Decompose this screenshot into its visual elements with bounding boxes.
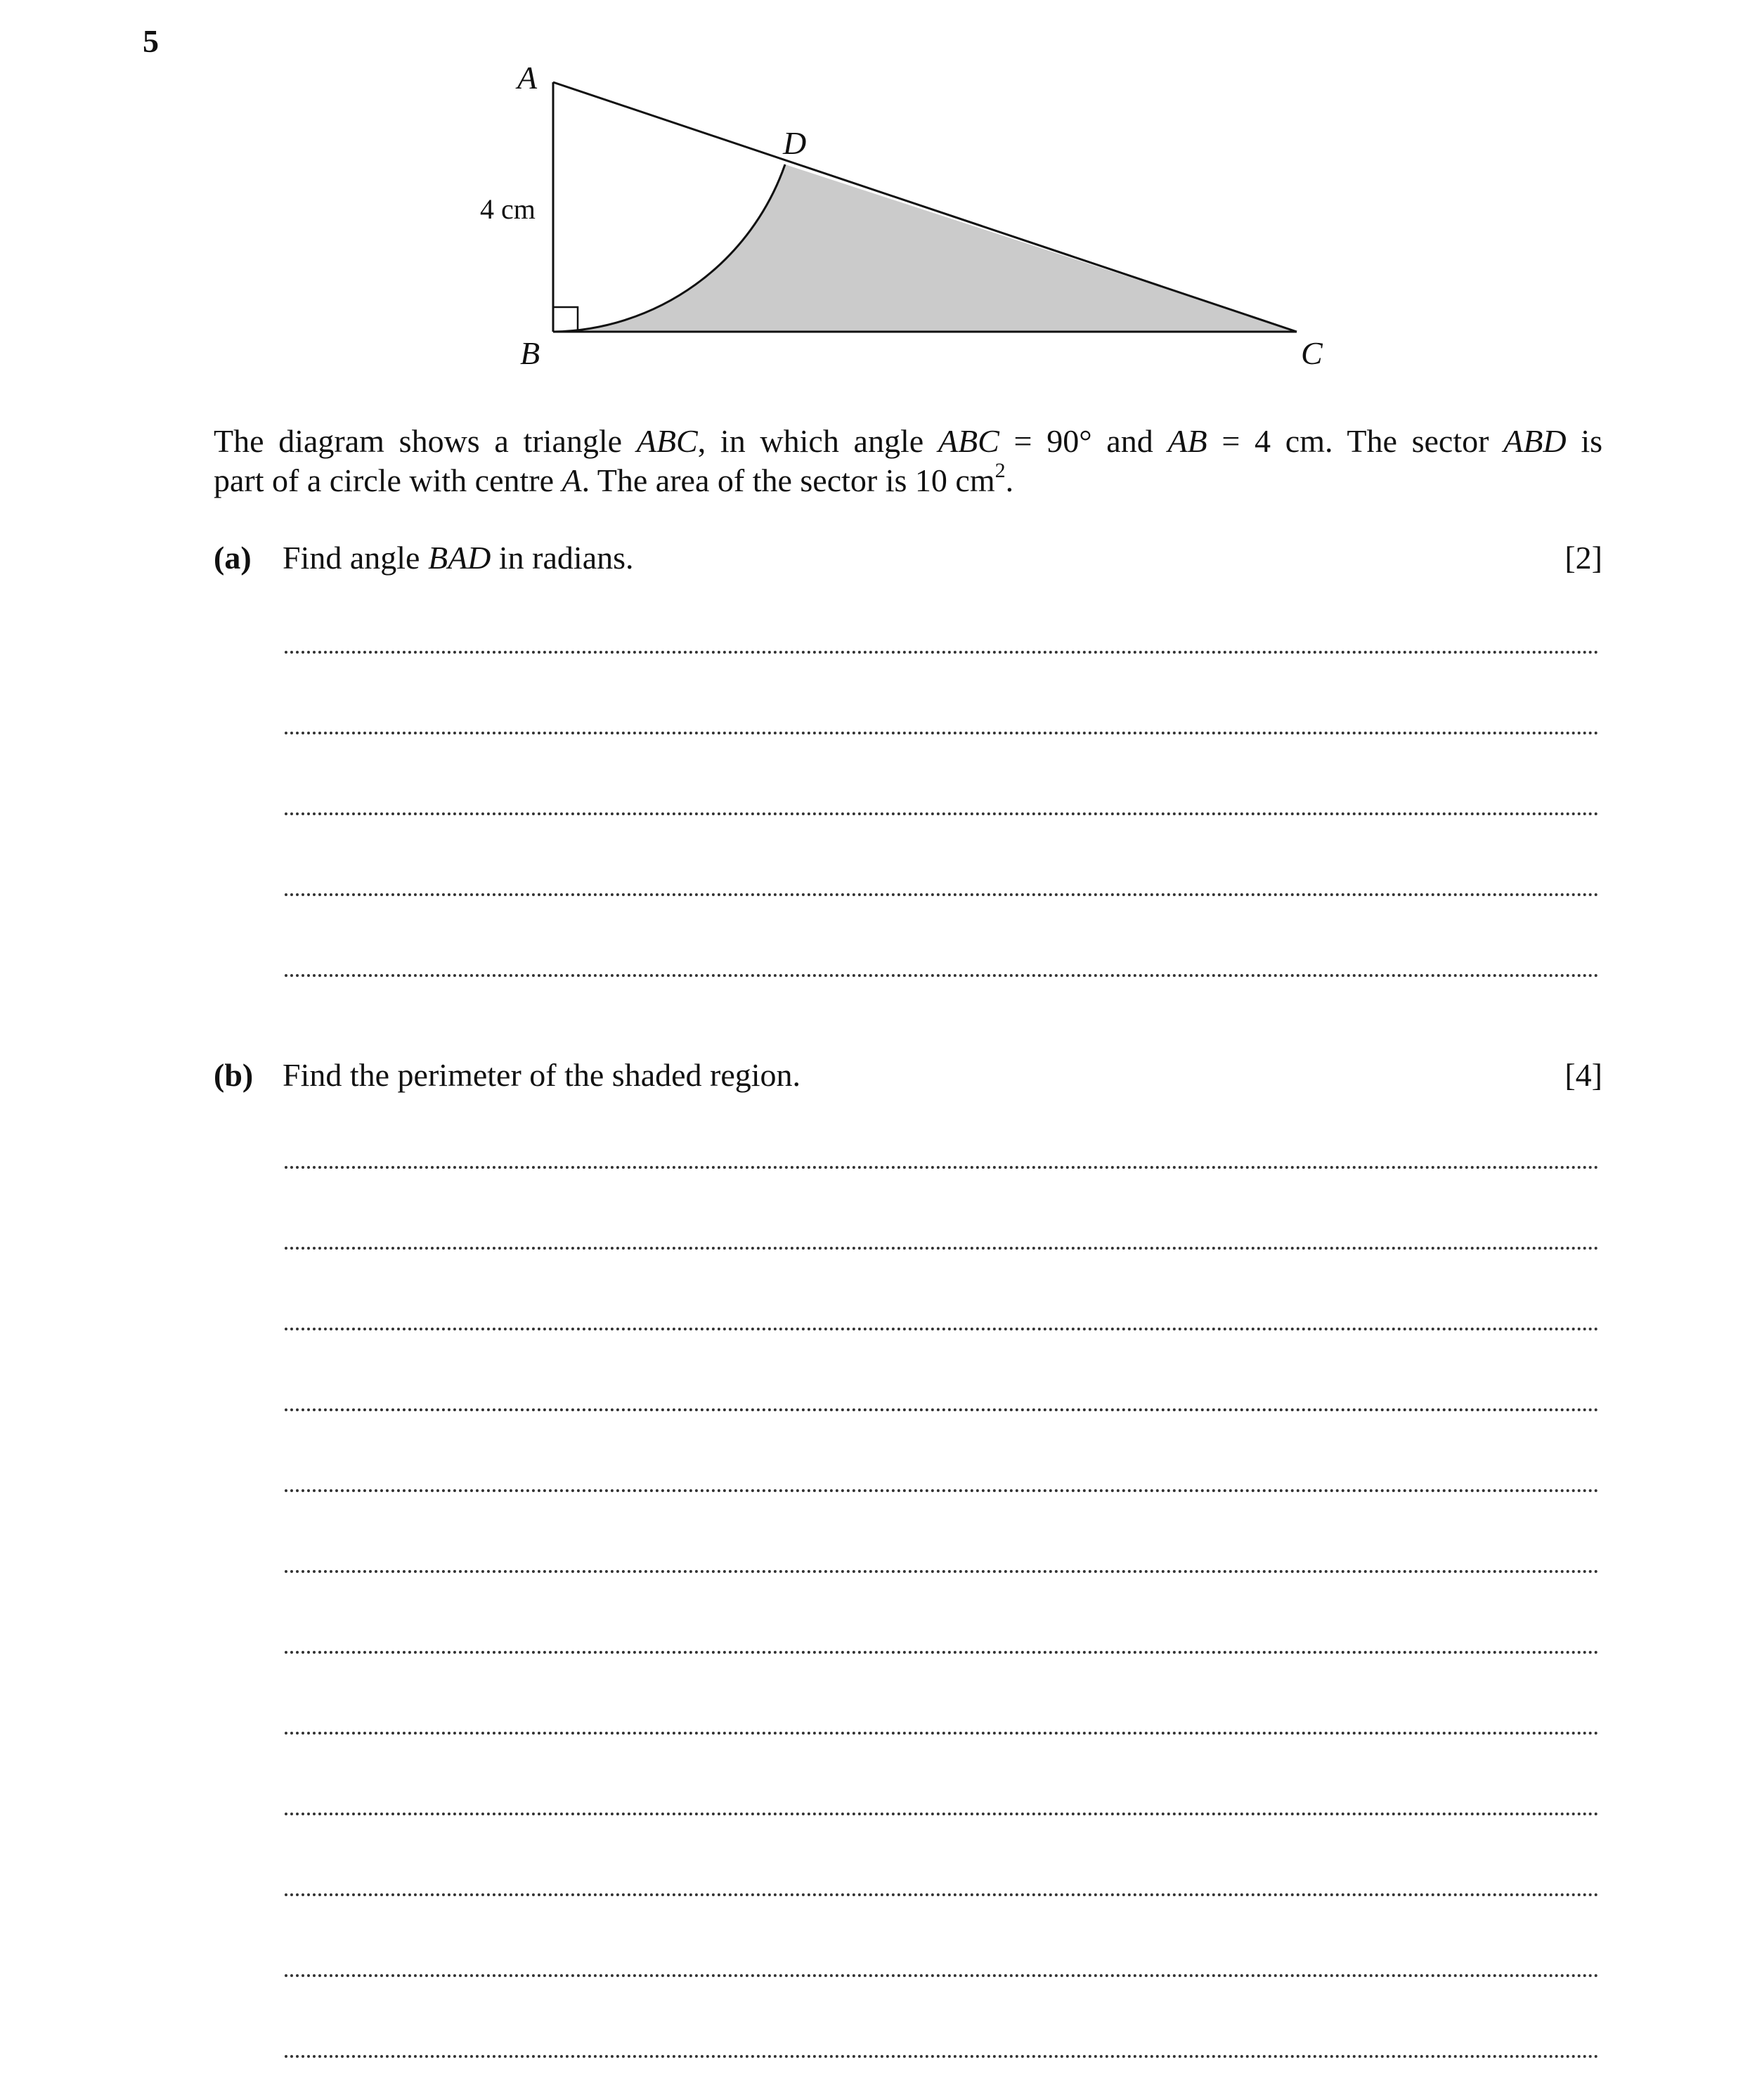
part-a-answer-line[interactable] [285,651,1599,654]
part-b-text: Find the perimeter of the shaded region. [283,1057,801,1093]
part-a-answer-line[interactable] [285,893,1599,896]
label-c: C [1301,335,1323,371]
part-b-answer-line[interactable] [285,1732,1599,1735]
part-a-answer-line[interactable] [285,732,1599,734]
label-a: A [517,60,538,96]
part-b-answer-line[interactable] [285,1813,1599,1815]
part-a-text: Find angle BAD in radians. [283,540,634,576]
part-b-answer-line[interactable] [285,2055,1599,2058]
shaded-region [553,164,1297,332]
part-a-marks: [2] [1564,540,1602,576]
label-d: D [783,125,807,161]
intro-line-1: The diagram shows a triangle ABC, in which angle ABC = 90° and AB = 4 cm. The sector ABD is [214,423,1602,459]
triangle-svg [0,0,1743,394]
part-b-answer-line[interactable] [285,1893,1599,1896]
label-b: B [520,335,540,371]
part-b-answer-line[interactable] [285,1247,1599,1250]
question-intro [214,422,1602,500]
part-a-answer-line[interactable] [285,974,1599,977]
intro-line-2: part of a circle with centre A. The area of the sector is 10 $cm^2$. [214,458,1014,498]
part-b-answer-line[interactable] [285,1166,1599,1169]
triangle-diagram [0,0,1743,394]
part-b-answer-line[interactable] [285,1570,1599,1573]
part-b-answer-line[interactable] [285,1408,1599,1411]
part-b-answer-line[interactable] [285,1974,1599,1977]
length-ab-label: 4 cm [480,193,536,225]
part-b-answer-line[interactable] [285,1651,1599,1654]
question-number: 5 [143,23,159,59]
part-a-answer-line[interactable] [285,812,1599,815]
part-a-label: (a) [214,540,252,576]
part-b-marks: [4] [1564,1057,1602,1093]
part-b-answer-line[interactable] [285,1489,1599,1492]
right-angle-marker [553,307,578,332]
part-b-label: (b) [214,1057,254,1093]
part-b-answer-line[interactable] [285,1328,1599,1330]
